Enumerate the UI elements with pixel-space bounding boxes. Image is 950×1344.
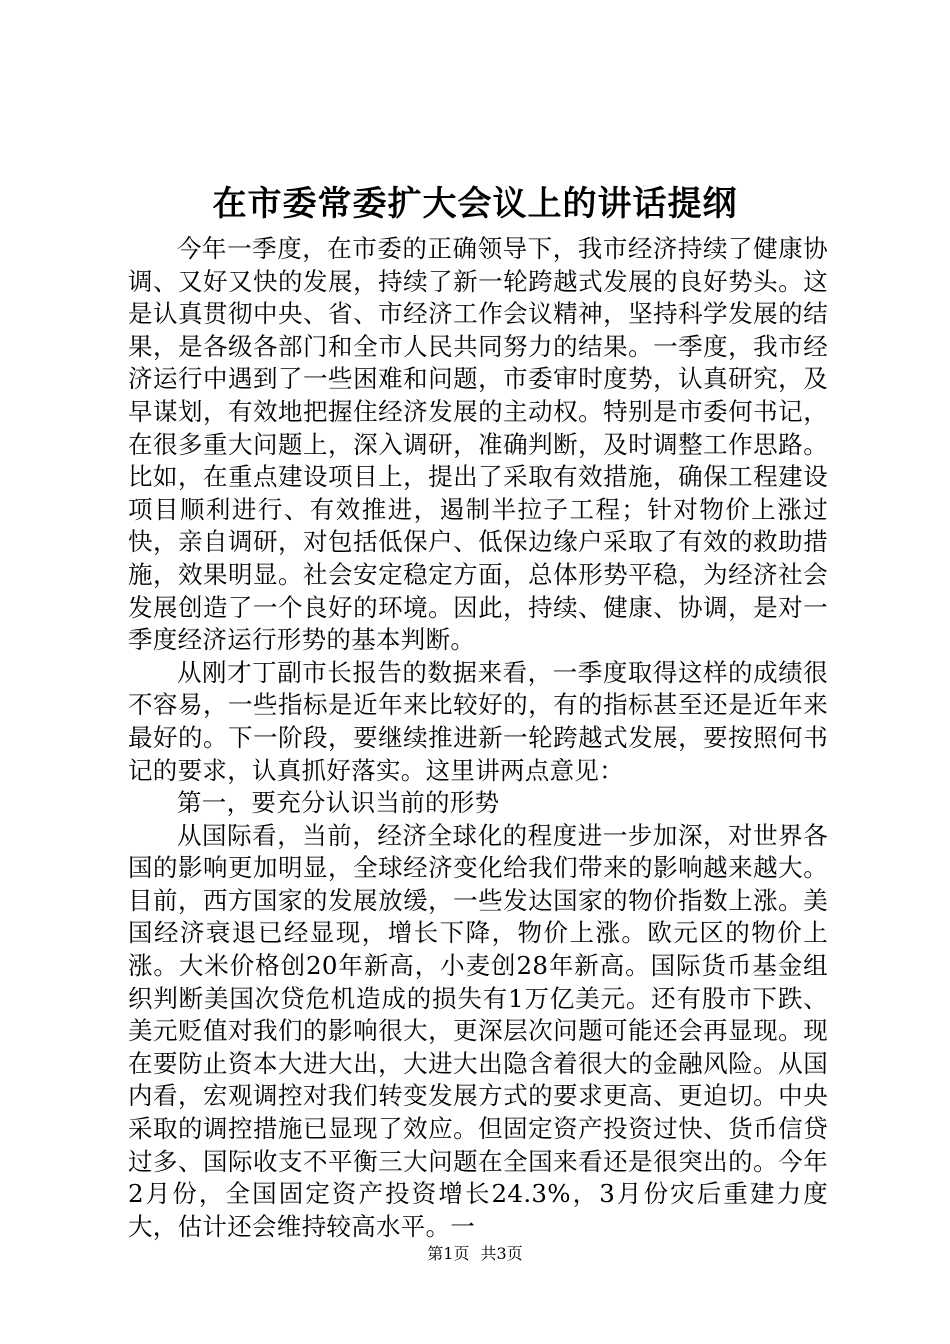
page-footer — [0, 1243, 950, 1265]
page-title: 在市委常委扩大会议上的讲话提纲 — [212, 184, 738, 224]
page-total: 共3页 — [480, 1244, 523, 1263]
paragraph: 今年一季度，在市委的正确领导下，我市经济持续了健康协调、又好又快的发展，持续了新一轮跨越式发展的良好势头。这是认真贯彻中央、省、市经济工作会议精神，坚持科学发展的结果，是各级各部门和全市人民共同努力的结果。一季度，我市经济运行中遇到了一些困难和问题，市委审时度势，认真研究，及早谋划，有效地把握住经济发展的主动权。特别是市委何书记，在很多重大问题上，深入调研，准确判断，及时调整工作思路。比如，在重点建设项目上，提出了采取有效措施，确保工程建设项目顺利进行、有效推进，遏制半拉子工程；针对物价上涨过快，亲自调研，对包括低保户、低保边缘户采取了有效的救助措施，效果明显。社会安定稳定方面，总体形势平稳，为经济社会发展创造了一个良好的环境。因此，持续、健康、协调，是对一季度经济运行形势的基本判断。 — [128, 234, 828, 655]
section-heading: 第一，要充分认识当前的形势 — [177, 788, 500, 818]
document-body — [128, 233, 828, 1243]
page-number: 第1页 — [427, 1244, 470, 1263]
paragraph: 从国际看，当前，经济全球化的程度进一步加深，对世界各国的影响更加明显，全球经济变化给我们带来的影响越来越大。目前，西方国家的发展放缓，一些发达国家的物价指数上涨。美国经济衰退已经显现，增长下降，物价上涨。欧元区的物价上涨。大米价格创20年新高，小麦创28年新高。国际货币基金组织判断美国次贷危机造成的损失有1万亿美元。还有股市下跌、美元贬值对我们的影响很大，更深层次问题可能还会再显现。现在要防止资本大进大出，大进大出隐含着很大的金融风险。从国内看，宏观调控对我们转变发展方式的要求更高、更迫切。中央采取的调控措施已显现了效应。但固定资产投资过快、货币信贷过多、国际收支不平衡三大问题在全国来看还是很突出的。今年2月份，全国固定资产投资增长24.3%，3月份灾后重建力度大，估计还会维持较高水平。一 — [128, 820, 829, 1241]
paragraph: 从刚才丁副市长报告的数据来看，一季度取得这样的成绩很不容易，一些指标是近年来比较好的，有的指标甚至还是近年来最好的。下一阶段，要继续推进新一轮跨越式发展，要按照何书记的要求，认真抓好落实。这里讲两点意见： — [128, 657, 828, 785]
